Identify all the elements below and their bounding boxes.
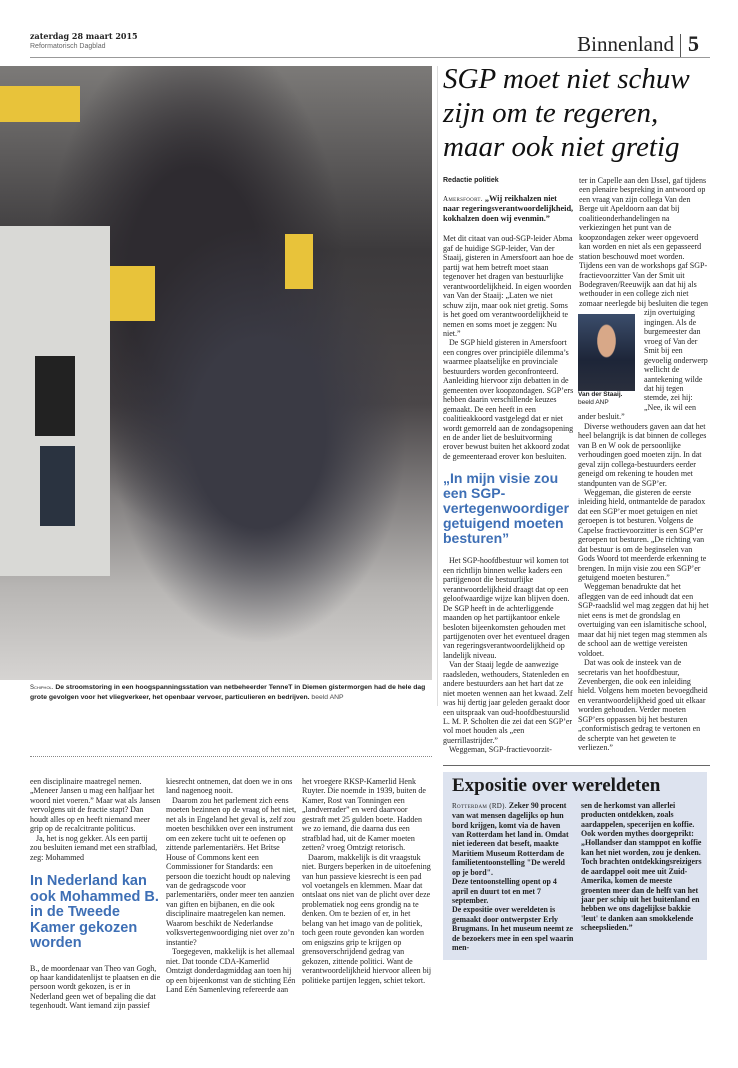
paragraph: Weggeman, die gisteren de eerste inleiding hield, ontmantelde de paradox dat een SGP’er moet getuigen en niet geroepen is tot besturen. Volgens de Capelse fractievoorzitter is een SGP’er geroepen tot besturen. „De richting van dat bestuur is om de beginselen van Gods Woord tot meerderde erkenning te brengen. In mijn visie zou een SGP’er getuigend moeten besturen.” [578,487,707,583]
paragraph: Daarom, makkelijk is dit vraagstuk niet. Burgers beperken in de uitoefening van hun passieve kiesrecht is een pad vol voetangels en klemmen. Maar dat ontslaat ons niet van de plicht over deze problematiek nog eens grondig na te denken. Om te bezien of er, in het belang van het imago van de politiek, toch geen route gevonden kan worden om enigszins grip te krijgen op grensoverschrijdend gedrag van gekozen, zittende politici. Want de verantwoordelijkheid hiervoor alleen bij politieke partijen leggen, schiet tekort. [302,852,432,985]
paragraph: Dat was ook de insteek van de secretaris van het hoofdbestuur, Zevenbergen, die ook een inleiding hield. Volgens hem moeten bevoegdheid en verantwoordelijkheid goed uit elkaar worden gehouden. Verder moeten SGP’ers oppassen bij het besturen „conformistisch gedrag te vertonen en de scherpte van het geweten te verliezen.” [578,658,708,753]
paragraph: De expositie over wereldeten is gemaakt door ontwerpster Erly Brugmans. In het museum neemt ze de bezoekers mee in een spel waarin men- [452,905,574,952]
box-title: Expositie over wereldeten [452,774,661,796]
inset-caption [578,391,638,407]
paragraph: het vroegere RKSP-Kamerlid Henk Ruyter. Die noemde in 1939, buiten de Kamer, Rost van Tonningen een „landverrader” en werd daarvoor gestraft met 25 gulden boete. Hadden we zo iemand, die daarna dus een strafblad had, uit de Kamer moeten zetten? vroeg Omtzigt retorisch. [302,777,426,853]
box-rule [443,765,710,766]
pull-quote: „In mijn visie zou een SGP-vertegenwoordiger getuigend moeten besturen” [443,470,570,547]
header-rule [30,57,710,58]
opinion-heading: In Nederland kan ook Mohammed B. in de Tweede Kamer gekozen worden [30,873,159,952]
paragraph: sen de herkomst van allerlei producten ontdekken, zoals aardappelen, specerijen en koffie. [581,800,695,829]
portrait-inset [578,314,638,407]
box-column-2 [581,801,703,953]
lead-text: „Wij reikhalzen niet naar regeringsverantwoordelijkheid, kokhalzen doen wij evenmin.” [443,194,574,224]
paragraph: De SGP hield gisteren in Amersfoort een congres over principiële dilemma’s waarmee plaatselijke en provinciale bestuurders worden geconfronteerd. Aanleiding hiervoor zijn debatten in de gemeenten over koopzondagen. SGP’ers hebben daarin verschillende keuzes gemaakt. De een heeft in een coalitieakkoord vastgelegd dat er niet wordt gemorreld aan de zondagsopening en de ander liet de besluitvorming erover bewust buiten het akkoord zodat de gemeenteraad erover kon besluiten. [443,338,574,461]
airport-crowd-photo [0,66,432,680]
kiosk-screen [35,356,75,436]
paragraph: ter in Capelle aan den IJssel, gaf tijdens een plenaire bespreking in antwoord op een vraag van zijn collega Van den Berge uit Apeldoorn aan dat bij coalitieonderhandelingen na verkiezingen het punt van de koopzondagen zeker weer opgevoerd kan worden en niet als een gepasseerd station beschouwd moet worden. Tijdens een van de workshops gaf SGP-fractievoorzitter Van der Smit uit Bodegraven/Reeuwijk aan dat hij als wethouder in een college zich niet zomaar neerlegde bij besluiten die tegen zijn overtuiging ingingen. Als de burgemeester dan vroeg of Van der Smit bij een gevoelig onderwerp wellicht de aantekening wilde dat hij tegen stemde, zei hij: „Nee, ik wil een ander besluit.” [578,176,709,422]
article-lead [443,194,574,224]
article-columns [443,176,710,755]
inset-credit: beeld ANP [578,399,609,406]
box-paragraph-text: Zeker 90 procent van wat mensen dagelijks op hun bord krijgen, komt via de haven van Rotterdam het land in. Omdat niet iedereen dat beseft, maakte Maritiem Museum Rotterdam de familietentoonstelling "De wereld op je bord". [452,800,569,877]
paragraph: kiesrecht ontnemen, dat doen we in ons land nagenoeg nooit. [166,777,293,796]
left-region [0,66,437,1011]
portrait-photo [578,314,635,391]
opinion-column-1 [30,777,161,1011]
paragraph: Ook worden mythes doorgeprikt: „Hollandser dan stamppot en koffie kan het niet worden, zou je denken. Toch brachten ontdekkingsreizigers de aardappel ooit mee uit Zuid-Amerika, komen de meeste groenten meer dan de helft van het jaar per schip uit het buitenland en hebben we ons dagelijkse bakkie 'leut' te danken aan smokkelende scheepslieden.” [581,829,702,933]
paragraph: Diverse wethouders gaven aan dat het heel belangrijk is dat binnen de colleges van B en W ook de persoonlijke verhoudingen goed moeten zijn. In dat geval zijn collega-bestuurders eerder geneigd om rekening te houden met standpunten van de SGP’er. [578,421,707,488]
caption-dateline: Schiphol. [30,685,54,691]
opinion-columns [30,777,435,1011]
checkin-sign [0,86,80,122]
kiosk-screen [40,446,75,526]
box-column-1 [452,801,574,953]
paragraph: een disciplinaire maatregel nemen. „Meneer Jansen u mag een halfjaar het woord niet voeren.” Maar wat als Jansen vervolgens uit de fractie stapt? Dan houdt alles op en heeft niemand meer grip op de recalcitrante politicus. [30,777,161,834]
paragraph: Het SGP-hoofdbestuur wil komen tot een richtlijn binnen welke kaders een partijgenoot die bestuurlijke verantwoordelijkheid draagt dat op een geloofwaardige wijze kan blijven doen. De SGP heeft in de achterliggende maanden op het partijkantoor enkele besloten bijeenkomsten gehouden met partijgenoten over het eventueel dragen van regeringsverantwoordelijkheid op landelijk niveau. [443,556,570,660]
article-column-1 [443,176,574,755]
box-columns [443,801,707,953]
paragraph: Weggeman, SGP-fractievoorzit- [449,745,552,755]
dotted-divider [30,756,432,757]
page-number: 5 [688,31,699,56]
article-headline: SGP moet niet schuw zijn om te regeren, maar ook niet gretig [443,63,690,163]
section-title: Binnenland [577,32,674,56]
inset-caption-name: Van der Staaij. [578,391,623,398]
column-divider [437,66,438,706]
article-column-2 [578,176,709,755]
paragraph [452,801,574,877]
paragraph: B., de moordenaar van Theo van Gogh, op haar kandidatenlijst te plaatsen en die persoon wordt gekozen, is er in Nederland geen wet of bepaling die dat tegenhoudt. Want iemand zijn passief [30,963,161,1011]
opinion-column-3 [302,777,433,1011]
newspaper-name: Reformatorisch Dagblad [30,43,106,50]
opinion-column-2 [166,777,297,1011]
photo-caption [30,683,430,702]
gate-sign [285,234,313,289]
paragraph: Toegegeven, makkelijk is het allemaal niet. Dat toonde CDA-Kamerlid Omtzigt donderdagmiddag aan toen hij op een bijeenkomst van de stichting Eén Land Eén Samenleving refereerde aan [166,947,296,994]
caption-text: De stroomstoring in een hoogspanningsstation van netbeheerder TenneT in Diemen gistermorgen had de hele dag grote gevolgen voor het vliegverkeer, het openbaar vervoer, particulieren en bedrijven. [30,684,426,701]
exhibition-box [443,772,707,961]
header-separator [680,34,681,58]
paragraph: Van der Staaij legde de aanwezige raadsleden, wethouders, Statenleden en andere bestuurders aan het hart dat ze niet moeten wennen aan het kwaad. Zelf was hij dertig jaar geleden geraakt door een uitspraak van oud-hoofdbestuurslid L. M. P. Scholten die zei dat een SGP’er vol moet houden als „een guerrillastrijder.” [443,660,573,745]
box-dateline: Rotterdam (RD). [452,801,507,810]
dateline: Amersfoort. [443,195,483,204]
photo-credit: beeld ANP [311,694,344,701]
paragraph: Deze tentoonstelling opent op 4 april en duurt tot en met 7 september. [452,877,557,905]
issue-date: zaterdag 28 maart 2015 [30,31,138,41]
paragraph: Ja, het is nog gekker. Als een partij zou besluiten iemand met een strafblad, zeg: Mohammed [30,833,158,862]
paragraph: Met dit citaat van oud-SGP-leider Abma gaf de huidige SGP-leider, Van der Staaij, gisteren in Amersfoort aan hoe de partij wat hem betreft moet staan tegenover het dragen van bestuurlijke verantwoordelijkheid. In eigen woorden van Van der Staaij: „Laten we niet schuw zijn, maar ook niet gretig. Soms is het goed om verantwoordelijkheid te nemen en soms moet je zeggen: Nu niet.” [443,234,574,338]
paragraph: Daarom zou het parlement zich eens moeten bezinnen op de vraag of het niet, net als in Engeland het geval is, zelf zou moeten beschikken over een instrument om een zekere tucht uit te oefenen op zittende parlementariërs. Het Britse House of Commons kent een Commissioner for Standards: een persoon die toezicht houdt op naleving van de gedragscode voor parlementariërs, onder meer ten aanzien van giften en bijbanen, en die ook disciplinaire maatregelen kan nemen. Waarom beschikt de Nederlandse volksvertegenwoordiging niet over zo’n instantie? [166,795,297,947]
byline: Redactie politiek [443,177,499,184]
paragraph: Weggeman benadrukte dat het afleggen van de eed inhoudt dat een SGP-raadslid wel mag zeggen dat hij het niet eens is met de grondslag en overtuiging van een islamitische school, maar dat hij niet tegen mag stemmen als de school aan de wettige vereisten voldoet. [578,582,709,658]
right-region [443,62,710,960]
